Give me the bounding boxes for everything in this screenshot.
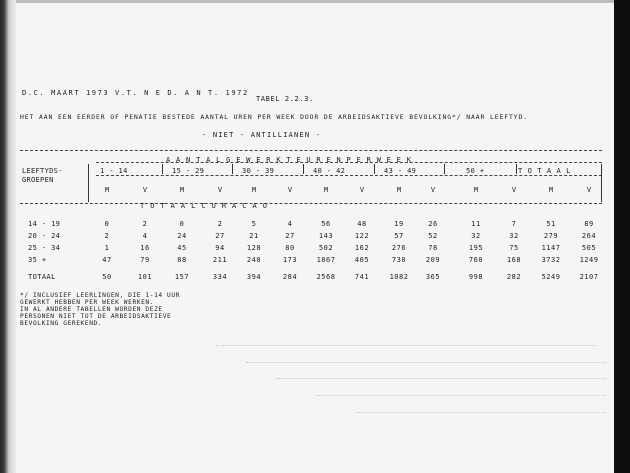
table-top-rule bbox=[20, 150, 602, 151]
table-cell: 0 bbox=[179, 220, 185, 228]
hours-group-label: 43 - 49 bbox=[384, 167, 417, 175]
source-line: D.C. MAART 1973 V.T. N E D. A N T. 1972 bbox=[22, 89, 249, 97]
bleed-through-mark bbox=[356, 412, 606, 413]
table-cell: 1082 bbox=[389, 273, 409, 281]
column-divider bbox=[374, 164, 375, 174]
table-cell: 741 bbox=[354, 273, 370, 281]
hours-group-label: 15 - 29 bbox=[172, 167, 205, 175]
table-cell: 11 bbox=[471, 220, 481, 228]
table-cell: 264 bbox=[581, 232, 597, 240]
footnote-line: BEVOLKING GEREKEND. bbox=[20, 320, 103, 327]
sex-label: M bbox=[323, 186, 329, 194]
row-label: TOTAAL bbox=[28, 273, 56, 281]
table-cell: 211 bbox=[212, 256, 228, 264]
sex-label: M bbox=[548, 186, 554, 194]
sex-label: M bbox=[104, 186, 110, 194]
table-cell: 279 bbox=[543, 232, 559, 240]
document-page bbox=[16, 0, 614, 473]
table-cell: 80 bbox=[285, 244, 295, 252]
bleed-through-mark bbox=[316, 395, 606, 396]
table-cell: 51 bbox=[546, 220, 556, 228]
row-label: 35 + bbox=[28, 256, 47, 264]
table-cell: 1 bbox=[104, 244, 110, 252]
sex-label: V bbox=[359, 186, 365, 194]
table-cell: 3732 bbox=[541, 256, 561, 264]
table-cell: 50 bbox=[102, 273, 112, 281]
table-cell: 89 bbox=[584, 220, 594, 228]
row-label: 14 - 19 bbox=[28, 220, 61, 228]
table-cell: 79 bbox=[140, 256, 150, 264]
table-cell: 282 bbox=[506, 273, 522, 281]
table-cell: 143 bbox=[318, 232, 334, 240]
table-cell: 52 bbox=[428, 232, 438, 240]
table-cell: 26 bbox=[428, 220, 438, 228]
age-header-line2: GROEPEN bbox=[22, 176, 54, 184]
table-cell: 730 bbox=[391, 256, 407, 264]
table-cell: 57 bbox=[394, 232, 404, 240]
sex-label: M bbox=[179, 186, 185, 194]
table-cell: 5249 bbox=[541, 273, 561, 281]
table-cell: 505 bbox=[581, 244, 597, 252]
table-number: TABEL 2.2.3. bbox=[256, 95, 314, 103]
hours-group-label: 50 + bbox=[466, 167, 485, 175]
table-cell: 502 bbox=[318, 244, 334, 252]
sex-label: V bbox=[511, 186, 517, 194]
scan-right-edge bbox=[614, 0, 630, 473]
bleed-through-mark bbox=[216, 345, 596, 346]
hours-group-label: 40 - 42 bbox=[313, 167, 346, 175]
section-title: T O T A A L C U R A C A O bbox=[140, 202, 268, 210]
table-cell: 209 bbox=[425, 256, 441, 264]
hours-group-header: A A N T A L G E W E R K T E U R E N P E R W E E K bbox=[166, 156, 412, 164]
table-cell: 56 bbox=[321, 220, 331, 228]
table-cell: 195 bbox=[468, 244, 484, 252]
table-cell: 27 bbox=[215, 232, 225, 240]
footnote-line: */ INCLUSIEF LEERLINGEN, DIE 1-14 UUR bbox=[20, 292, 181, 299]
table-cell: 47 bbox=[102, 256, 112, 264]
table-cell: 7 bbox=[511, 220, 517, 228]
column-divider bbox=[516, 164, 517, 174]
sex-label: V bbox=[430, 186, 436, 194]
table-cell: 0 bbox=[104, 220, 110, 228]
header-bottom-rule bbox=[20, 203, 602, 204]
table-cell: 2107 bbox=[579, 273, 599, 281]
table-cell: 88 bbox=[177, 256, 187, 264]
column-divider bbox=[88, 164, 89, 202]
table-cell: 157 bbox=[174, 273, 190, 281]
row-label: 25 - 34 bbox=[28, 244, 61, 252]
table-cell: 19 bbox=[394, 220, 404, 228]
sex-label: M bbox=[396, 186, 402, 194]
table-cell: 276 bbox=[391, 244, 407, 252]
hours-group-label: 1 - 14 bbox=[100, 167, 128, 175]
footnote-line: PERSONEN NIET TOT DE ARBEIDSAKTIEVE bbox=[20, 313, 172, 320]
footnote-line: GEWERKT HEBBEN PER WEEK WERKEN. bbox=[20, 299, 155, 306]
column-divider bbox=[162, 164, 163, 174]
table-cell: 4 bbox=[142, 232, 148, 240]
table-cell: 27 bbox=[285, 232, 295, 240]
table-subtitle: - NIET - ANTILLIANEN - bbox=[202, 131, 322, 139]
table-cell: 284 bbox=[282, 273, 298, 281]
table-cell: 78 bbox=[428, 244, 438, 252]
table-cell: 128 bbox=[246, 244, 262, 252]
sex-label: V bbox=[142, 186, 148, 194]
table-cell: 760 bbox=[468, 256, 484, 264]
table-cell: 2 bbox=[142, 220, 148, 228]
table-cell: 16 bbox=[140, 244, 150, 252]
table-cell: 32 bbox=[509, 232, 519, 240]
table-cell: 48 bbox=[357, 220, 367, 228]
header-hours-rule bbox=[96, 175, 602, 176]
row-label: 20 - 24 bbox=[28, 232, 61, 240]
table-cell: 394 bbox=[246, 273, 262, 281]
age-header-line1: LEEFTYDS- bbox=[22, 167, 63, 175]
table-cell: 405 bbox=[354, 256, 370, 264]
table-cell: 5 bbox=[251, 220, 257, 228]
table-cell: 2 bbox=[217, 220, 223, 228]
table-cell: 122 bbox=[354, 232, 370, 240]
sex-label: V bbox=[217, 186, 223, 194]
table-cell: 1867 bbox=[316, 256, 336, 264]
table-cell: 162 bbox=[354, 244, 370, 252]
table-cell: 75 bbox=[509, 244, 519, 252]
table-cell: 998 bbox=[468, 273, 484, 281]
sex-label: M bbox=[251, 186, 257, 194]
scan-left-edge bbox=[0, 0, 16, 473]
table-cell: 334 bbox=[212, 273, 228, 281]
bleed-through-mark bbox=[246, 362, 606, 363]
column-divider bbox=[232, 164, 233, 174]
table-cell: 1147 bbox=[541, 244, 561, 252]
column-divider bbox=[444, 164, 445, 174]
column-divider bbox=[303, 164, 304, 174]
sex-label: M bbox=[473, 186, 479, 194]
table-cell: 2568 bbox=[316, 273, 336, 281]
column-divider bbox=[601, 164, 602, 202]
table-title: HET AAN EEN EERDER OF PENATIE BESTEDE AANTAL UREN PER WEEK DOOR DE ARBEIDSAKTIEVE BEVOLKING*/ NAAR LEEFTYD. bbox=[20, 113, 528, 121]
table-cell: 173 bbox=[282, 256, 298, 264]
table-cell: 168 bbox=[506, 256, 522, 264]
table-cell: 1249 bbox=[579, 256, 599, 264]
table-cell: 365 bbox=[425, 273, 441, 281]
table-cell: 101 bbox=[137, 273, 153, 281]
table-cell: 24 bbox=[177, 232, 187, 240]
sex-label: V bbox=[586, 186, 592, 194]
table-cell: 45 bbox=[177, 244, 187, 252]
table-cell: 240 bbox=[246, 256, 262, 264]
bleed-through-mark bbox=[276, 378, 606, 379]
table-cell: 21 bbox=[249, 232, 259, 240]
total-header: T O T A A L bbox=[518, 167, 571, 175]
table-cell: 2 bbox=[104, 232, 110, 240]
sex-label: V bbox=[287, 186, 293, 194]
table-cell: 32 bbox=[471, 232, 481, 240]
hours-group-label: 30 - 39 bbox=[242, 167, 275, 175]
table-cell: 4 bbox=[287, 220, 293, 228]
table-cell: 94 bbox=[215, 244, 225, 252]
footnote-line: IN AL ANDERE TABELLEN WORDEN DEZE bbox=[20, 306, 163, 313]
